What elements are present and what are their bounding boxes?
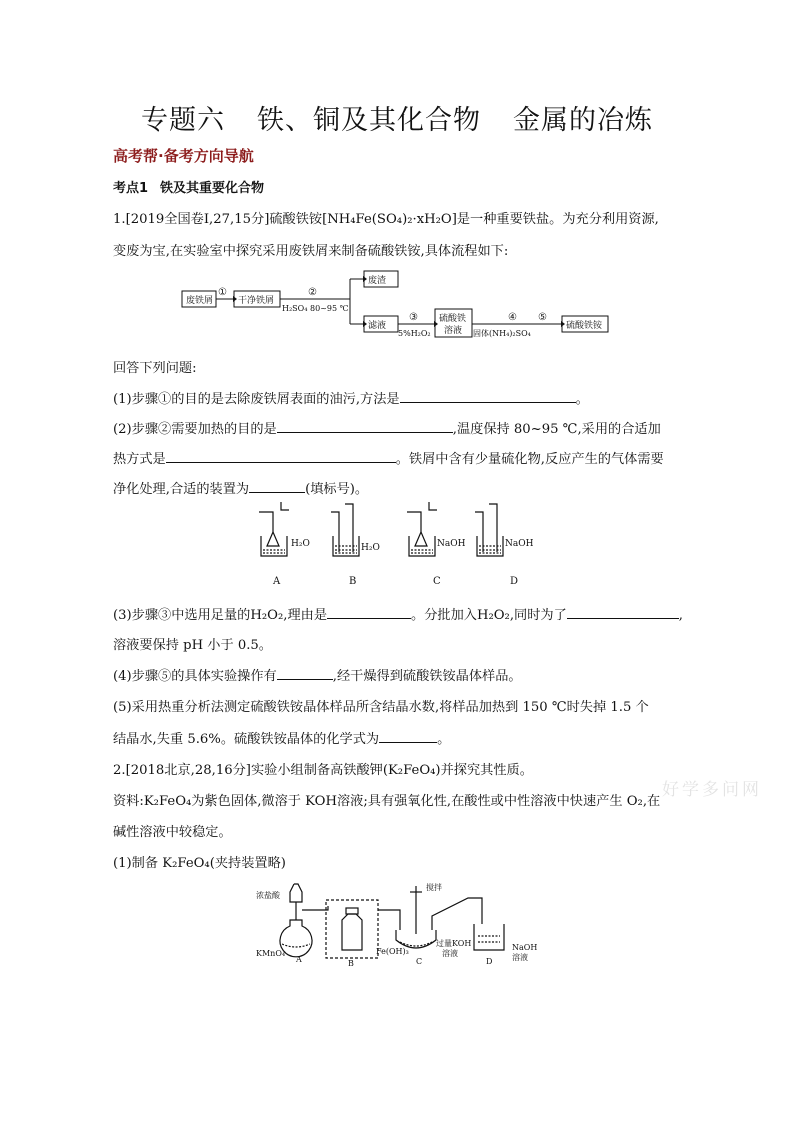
q1-part1-text: (1)步骤①的目的是去除废铁屑表面的油污,方法是	[113, 392, 400, 407]
label-naoh-2: 溶液	[512, 953, 528, 962]
apparatus-d-letter: D	[510, 576, 519, 587]
apparatus-c-reagent: NaOH	[437, 539, 466, 549]
kaodian-heading	[113, 177, 276, 196]
flow-text-product: 硫酸铁铵	[566, 321, 603, 331]
label-conc-hcl: 浓盐酸	[256, 891, 280, 900]
q2-intro: 2.[2018北京,28,16分]实验小组制备高铁酸钾(K₂FeO₄)并探究其性质。	[113, 763, 533, 778]
apparatus-b-reagent: H₂O	[361, 543, 380, 553]
flow-reagent-2: H₂SO₄ 80~95 ℃	[282, 304, 349, 313]
flow-text-sulfate-1: 硫酸铁	[439, 314, 467, 324]
q1-part2-line3	[113, 478, 368, 497]
q1-part4-text-a: (4)步骤⑤的具体实验操作有	[113, 669, 277, 684]
apparatus-flask-a	[280, 884, 328, 957]
label-koh-2: 溶液	[442, 949, 458, 958]
label-c: C	[416, 957, 423, 966]
q1-part2-line2	[113, 448, 664, 467]
label-a: A	[296, 955, 302, 964]
answer-prompt: 回答下列问题:	[113, 361, 197, 376]
label-koh-1: 过量KOH	[436, 939, 472, 948]
gas-apparatus-diagram	[255, 500, 555, 592]
q1-part1	[113, 388, 589, 407]
q1-part5-line2	[113, 728, 450, 747]
q1-part2-text-f: (填标号)。	[305, 482, 369, 497]
section-label: 高考帮·备考方向导航	[113, 147, 254, 165]
flow-diagram	[180, 266, 630, 348]
q2-info-line1: 资料:K₂FeO₄为紫色固体,微溶于 KOH溶液;具有强氧化性,在酸性或中性溶液中快速产生 O₂,在	[113, 794, 661, 809]
answer-blank-3a[interactable]	[327, 604, 411, 619]
label-kmno4: KMnO₄	[256, 949, 286, 958]
answer-blank-1[interactable]	[400, 388, 576, 403]
flow-reagent-3: 5%H₂O₂	[398, 329, 431, 338]
flow-reagent-4: 固体(NH₄)₂SO₄	[473, 329, 531, 338]
apparatus-b	[331, 504, 359, 556]
apparatus-bottle-b	[326, 900, 378, 958]
q1-part5-text-c: 。	[437, 732, 451, 747]
answer-blank-3b[interactable]	[567, 604, 679, 619]
k2feo4-apparatus-diagram	[250, 880, 550, 972]
q1-part3-text-c: ,	[678, 608, 683, 623]
flow-step-5: ⑤	[538, 312, 547, 323]
apparatus-d-reagent: NaOH	[505, 539, 534, 549]
kaodian-text: 铁及其重要化合物	[160, 181, 265, 196]
q1-part2-text-a: (2)步骤②需要加热的目的是	[113, 422, 277, 437]
q1-part3-text-a: (3)步骤③中选用足量的H₂O₂,理由是	[113, 608, 328, 623]
q1-part3-text-b: 。分批加入H₂O₂,同时为了	[411, 608, 567, 623]
flow-step-2: ②	[308, 287, 317, 298]
label-d: D	[486, 957, 493, 966]
apparatus-beaker-d	[474, 924, 504, 950]
flow-step-3: ③	[409, 312, 418, 323]
flow-text-sulfate-2: 溶液	[444, 326, 463, 336]
title-part-2: 铁、铜及其化合物	[257, 105, 481, 136]
answer-blank-2a[interactable]	[277, 418, 453, 433]
answer-blank-2c[interactable]	[249, 478, 305, 493]
title-part-1: 专题六	[141, 105, 225, 136]
label-stir: 搅拌	[426, 883, 442, 892]
flow-text-waste-iron: 废铁屑	[186, 296, 214, 306]
apparatus-b-letter: B	[349, 576, 357, 587]
q1-part2-text-b: ,温度保持 80~95 ℃,采用的合适加	[452, 422, 661, 437]
q1-part2-text-e: 净化处理,合适的装置为	[113, 482, 250, 497]
apparatus-c-letter: C	[433, 576, 441, 587]
apparatus-c	[407, 502, 437, 556]
q1-part5-line1: (5)采用热重分析法测定硫酸铁铵晶体样品所含结晶水数,将样品加热到 150 ℃时失掉 1.5 个	[113, 700, 649, 715]
q2-info-line2: 碱性溶液中较稳定。	[113, 825, 232, 840]
apparatus-a-letter: A	[273, 576, 281, 587]
page-title	[0, 98, 794, 137]
label-b: B	[348, 959, 354, 968]
title-part-3: 金属的冶炼	[513, 105, 653, 136]
q1-part3-line2: 溶液要保持 pH 小于 0.5。	[113, 638, 272, 653]
apparatus-d	[475, 504, 503, 556]
flow-step-1: ①	[218, 287, 227, 298]
q1-part3-line1	[113, 604, 683, 623]
apparatus-a-reagent: H₂O	[291, 539, 310, 549]
flow-text-filtrate: 滤液	[368, 321, 387, 331]
flow-step-4: ④	[508, 312, 517, 323]
q1-part5-text-b: 结晶水,失重 5.6%。硫酸铁铵晶体的化学式为	[113, 732, 380, 747]
answer-blank-2b[interactable]	[166, 448, 396, 463]
answer-blank-5[interactable]	[379, 728, 437, 743]
q2-part1: (1)制备 K₂FeO₄(夹持装置略)	[113, 856, 286, 871]
q1-part4	[113, 665, 522, 684]
q1-intro-line1: 1.[2019全国卷Ⅰ,27,15分]硫酸铁铵[NH₄Fe(SO₄)₂·xH₂O]是一种重要铁盐。为充分利用资源,	[113, 212, 659, 227]
q1-part4-text-b: ,经干燥得到硫酸铁铵晶体样品。	[332, 669, 522, 684]
label-naoh-1: NaOH	[512, 943, 538, 952]
q1-intro-line2: 变废为宝,在实验室中探究采用废铁屑来制备硫酸铁铵,具体流程如下:	[113, 244, 509, 259]
flow-text-residue: 废渣	[368, 276, 387, 286]
label-feoh3: Fe(OH)₃	[376, 947, 409, 956]
apparatus-a	[259, 502, 289, 556]
q1-part2-line1	[113, 418, 661, 437]
q1-part1-end: 。	[575, 392, 589, 407]
kaodian-label: 考点1	[113, 181, 149, 196]
answer-blank-4[interactable]	[277, 665, 333, 680]
flow-text-clean-iron: 干净铁屑	[238, 296, 275, 306]
q1-part2-text-c: 热方式是	[113, 452, 166, 467]
watermark: 好学多问网	[662, 780, 762, 800]
q1-part2-text-d: 。铁屑中含有少量硫化物,反应产生的气体需要	[395, 452, 664, 467]
